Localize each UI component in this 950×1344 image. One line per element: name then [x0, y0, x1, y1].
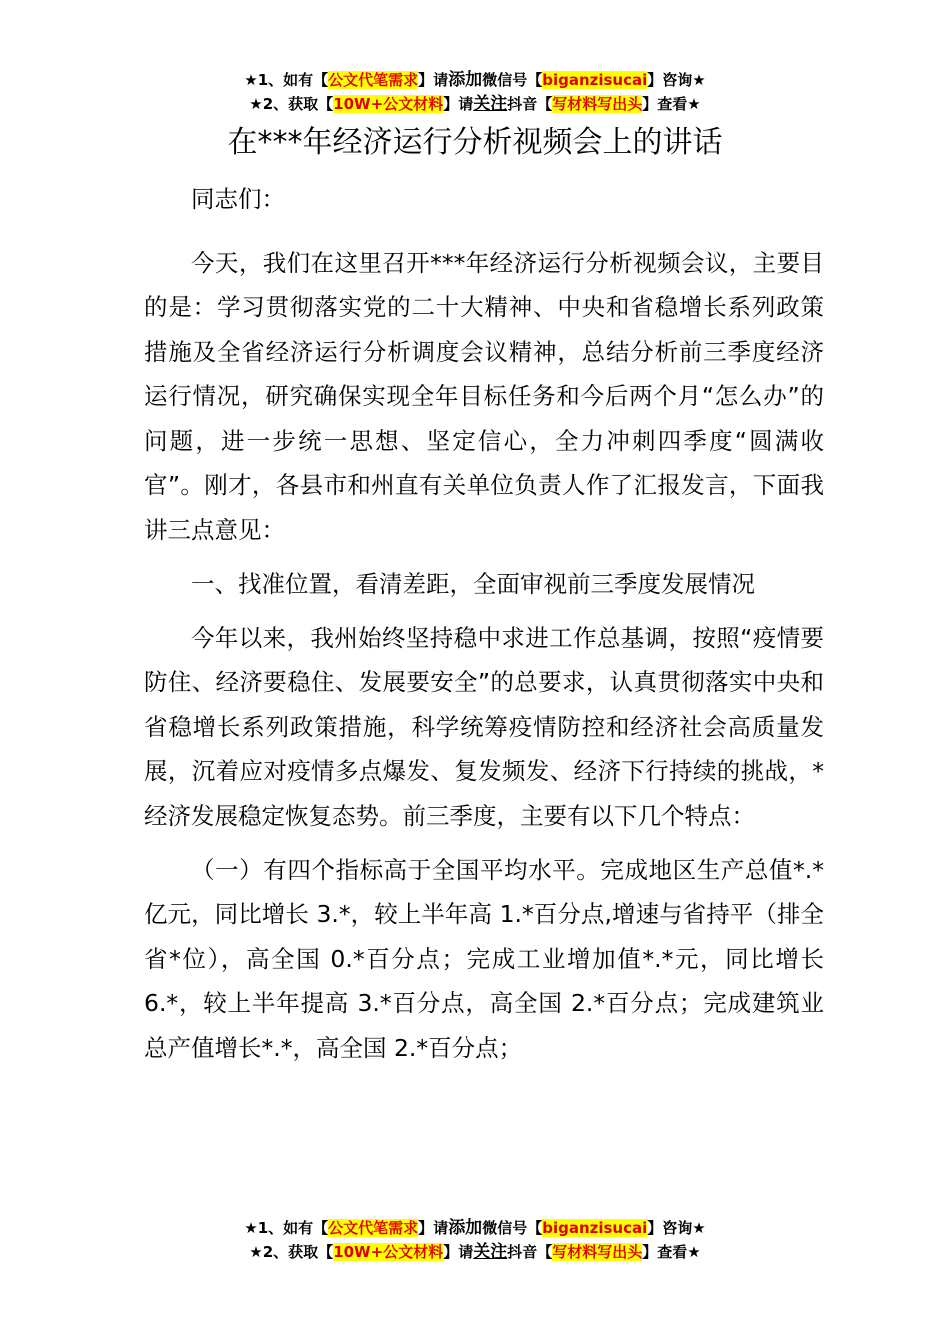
header-banner-line-2: ★2、获取【10W+公文材料】请关注抖音【写材料写出头】查看★: [249, 94, 701, 114]
header-banner-line-1: ★1、如有【公文代笔需求】请添加微信号【biganzisucai】咨询★: [244, 70, 706, 90]
paragraph-intro: 今天，我们在这里召开***年经济运行分析视频会议，主要目的是：学习贯彻落实党的二十大精神、中央和省稳增长系列政策措施及全省经济运行分析调度会议精神，总结分析前三季度经济运行情况，研究确保实现全年目标任务和今后两个月“怎么办”的问题，进一步统一思想、坚定信心，全力冲刺四季度“圆满收官”。刚才，各县市和州直有关单位负责人作了汇报发言，下面我讲三点意见：: [144, 248, 824, 544]
header-banner: [0, 68, 950, 116]
highlight-materials: 10W+公文材料: [333, 1243, 444, 1261]
highlight-materials: 10W+公文材料: [333, 95, 444, 113]
footer-banner-line-2: ★2、获取【10W+公文材料】请关注抖音【写材料写出头】查看★: [249, 1242, 701, 1262]
paragraph-overview: 今年以来，我州始终坚持稳中求进工作总基调，按照“疫情要防住、经济要稳住、发展要安全”的总要求，认真贯彻落实中央和省稳增长系列政策措施，科学统筹疫情防控和经济社会高质量发展，沉着应对疫情多点爆发、复发频发、经济下行持续的挑战，*经济发展稳定恢复态势。前三季度，主要有以下几个特点：: [144, 623, 824, 830]
salutation: 同志们：: [191, 185, 285, 213]
paragraph-point-1: （一）有四个指标高于全国平均水平。完成地区生产总值*.*亿元，同比增长 3.*，较上半年高 1.*百分点,增速与省持平（排全省*位），高全国 0.*百分点；完成工业增加值*.*元，同比增长 6.*，较上半年提高 3.*百分点，高全国 2.*百分点；完成建筑业总产值增长*.*，高全国 2.*百分点；: [144, 855, 824, 1062]
footer-banner-line-1: ★1、如有【公文代笔需求】请添加微信号【biganzisucai】咨询★: [244, 1218, 706, 1238]
highlight-wechat-id: biganzisucai: [542, 71, 648, 89]
highlight-ghostwriting: 公文代笔需求: [328, 1219, 419, 1237]
highlight-ghostwriting: 公文代笔需求: [328, 71, 419, 89]
highlight-wechat-id: biganzisucai: [542, 1219, 648, 1237]
document-title: 在***年经济运行分析视频会上的讲话: [227, 125, 723, 160]
document-body: [144, 177, 824, 1080]
highlight-douyin-account: 写材料写出头: [552, 1243, 643, 1261]
footer-banner: [0, 1216, 950, 1264]
section-heading-1: 一、找准位置，看清差距，全面审视前三季度发展情况: [191, 569, 755, 598]
highlight-douyin-account: 写材料写出头: [552, 95, 643, 113]
